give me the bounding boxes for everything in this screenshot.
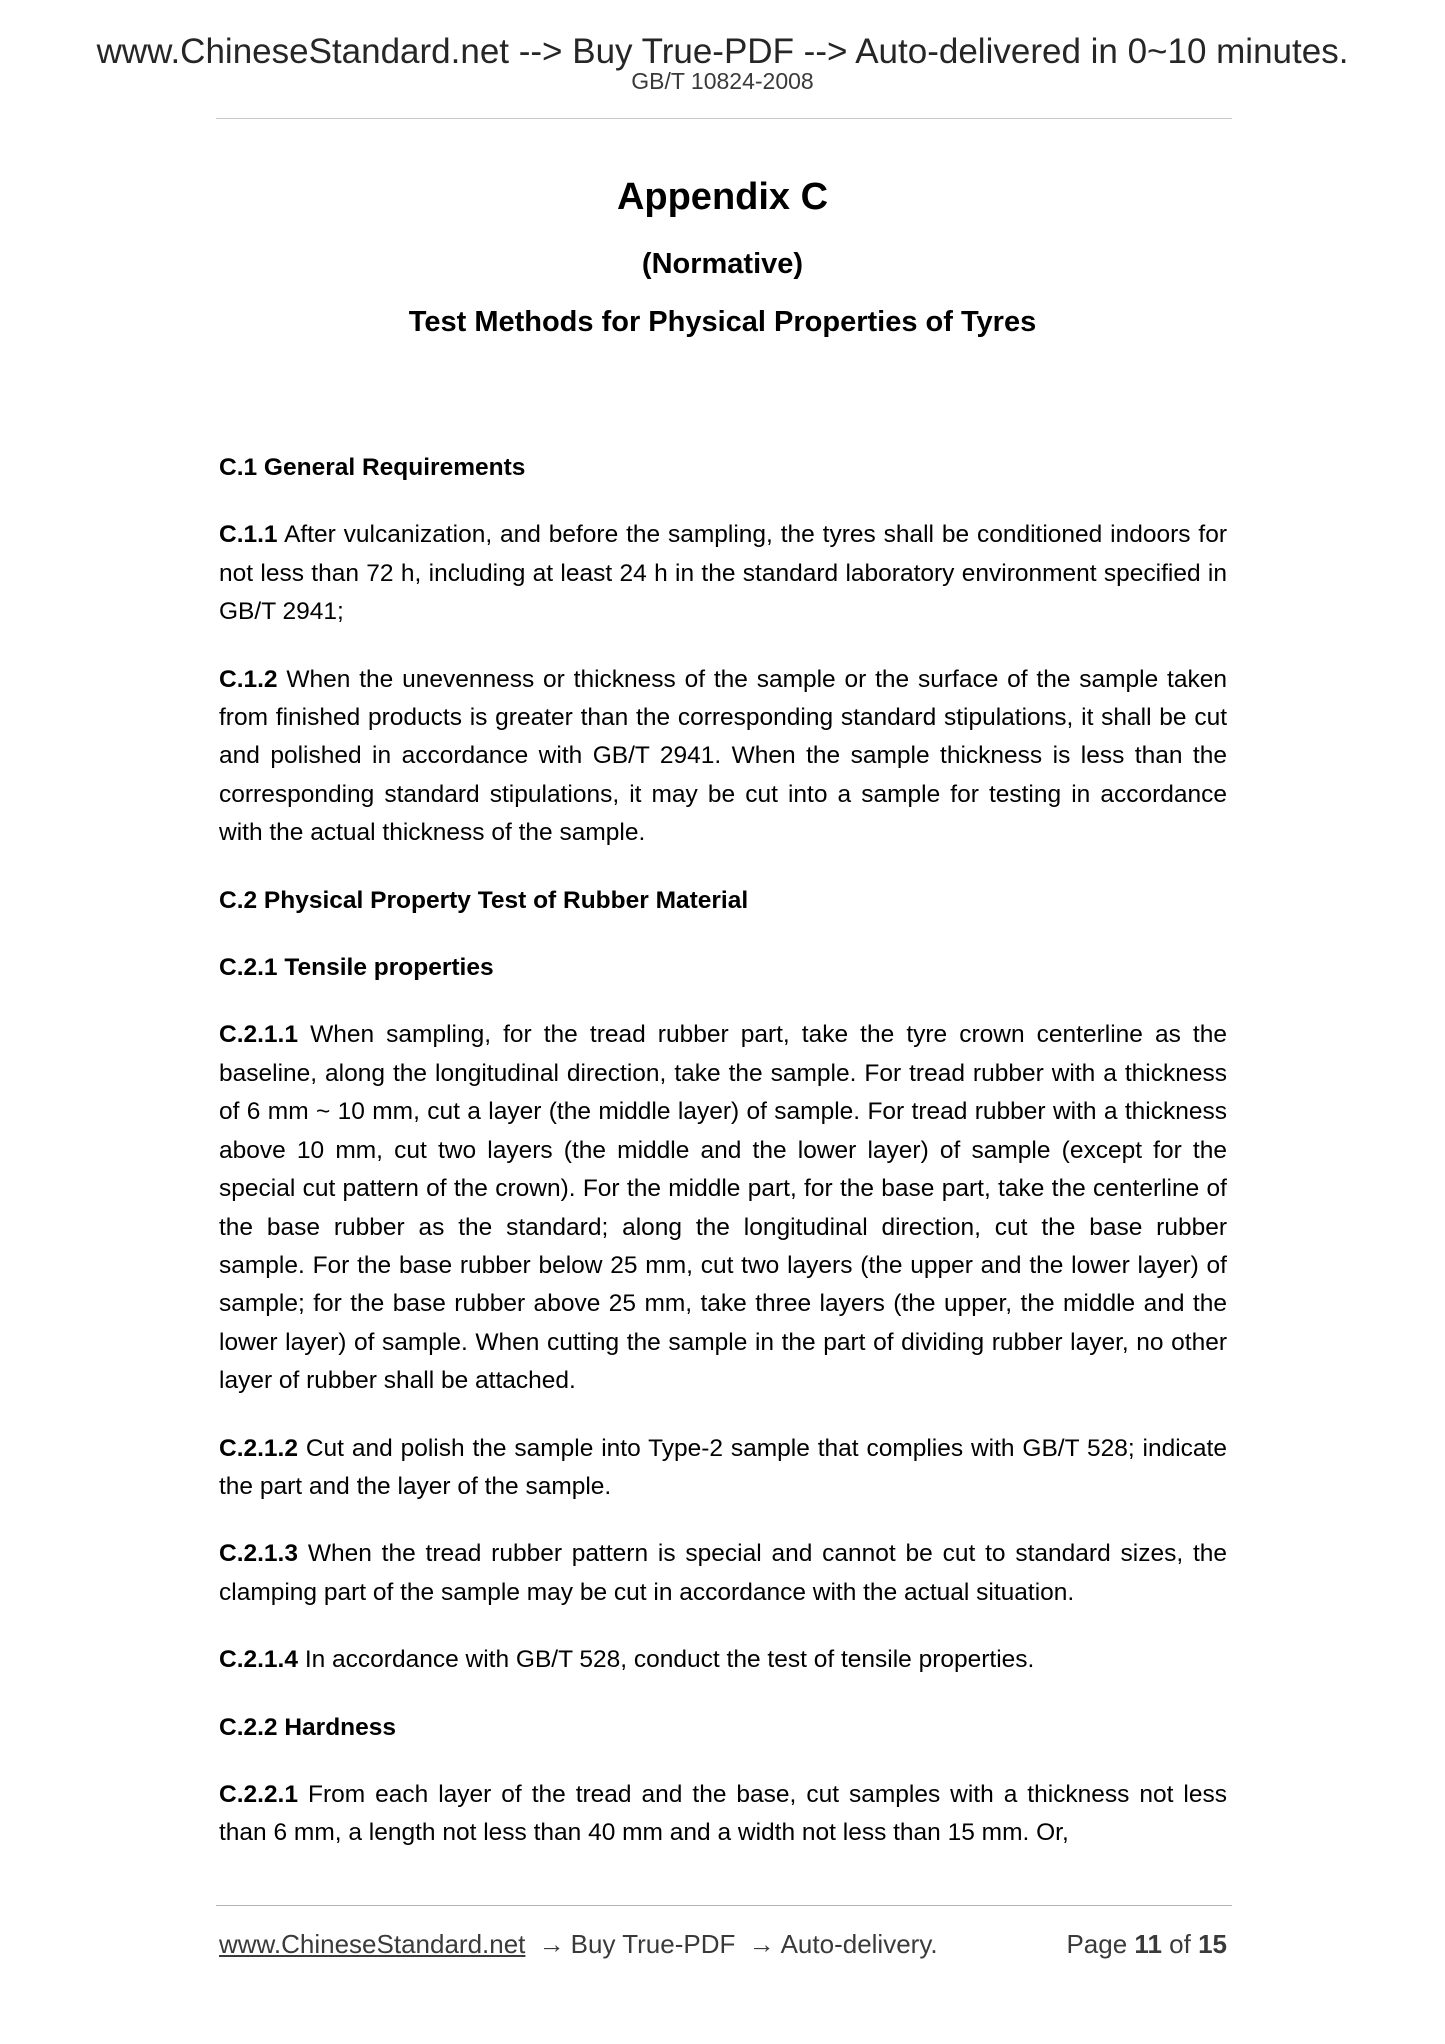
clause-number: C.2.1.3: [219, 1540, 298, 1568]
clause-c-2-1-2: [219, 1430, 1227, 1507]
appendix-title: Appendix C: [616, 176, 829, 218]
header-divider: [216, 118, 1232, 119]
footer-delivery-text: Auto-delivery.: [780, 1929, 938, 1959]
page-number: [1066, 1929, 1227, 1959]
arrow-right-icon: →: [538, 1929, 565, 1959]
clause-c-1-1: [219, 516, 1227, 631]
footer-divider: [216, 1905, 1232, 1906]
clause-number: C.1.2: [219, 665, 278, 693]
section-heading-c2-1: C.2.1 Tensile properties: [219, 954, 494, 982]
section-heading-c1: C.1 General Requirements: [219, 454, 526, 481]
footer-site-link[interactable]: www.ChineseStandard.net: [219, 1929, 526, 1959]
clause-number: C.1.1: [219, 521, 278, 549]
appendix-type: (Normative): [641, 248, 804, 280]
arrow-right-icon: →: [748, 1929, 775, 1959]
page-current: 11: [1134, 1929, 1162, 1959]
clause-number: C.2.1.2: [219, 1434, 298, 1462]
top-banner: www.ChineseStandard.net --> Buy True-PDF --> Auto-delivered in 0~10 minutes.: [96, 32, 1349, 71]
clause-c-2-1-1: [219, 1016, 1227, 1400]
clause-text: When sampling, for the tread rubber part, take the tyre crown centerline as the baseline, along the longitudinal direction, take the sample. For tread rubber with a thickness of 6 mm ~ 10 mm, cut a layer (the middle layer) of sample. For tread rubber with a thickness above 10 mm, cut two layers (the middle and the lower layer) of sample (except for the special cut pattern of the crown). For the middle part, for the base part, take the centerline of the base rubber as the standard; along the longitudinal direction, cut the base rubber sample. For the base rubber below 25 mm, cut two layers (the upper and the lower layer) of sample; for the base rubber above 25 mm, take three layers (the upper, the middle and the lower layer) of sample. When cutting the sample in the part of dividing rubber layer, no other layer of rubber shall be attached.: [219, 1021, 1227, 1395]
clause-c-2-2-1: [219, 1776, 1227, 1853]
page-total: 15: [1198, 1929, 1227, 1959]
of-label: of: [1169, 1929, 1191, 1959]
clause-text: After vulcanization, and before the sampling, the tyres shall be conditioned indoors for not less than 72 h, including at least 24 h in the standard laboratory environment specified in GB/T 2941;: [219, 521, 1227, 626]
appendix-heading: Test Methods for Physical Properties of Tyres: [408, 306, 1037, 338]
clause-text: Cut and polish the sample into Type-2 sample that complies with GB/T 528; indicate the part and the layer of the sample.: [219, 1434, 1227, 1500]
section-heading-c2-2: C.2.2 Hardness: [219, 1713, 397, 1741]
clause-text: In accordance with GB/T 528, conduct the test of tensile properties.: [304, 1646, 1035, 1674]
clause-text: From each layer of the tread and the base, cut samples with a thickness not less than 6 mm, a length not less than 40 mm and a width not less than 15 mm. Or,: [219, 1780, 1228, 1847]
clause-c-2-1-4: [219, 1641, 1227, 1679]
page-label: Page: [1066, 1929, 1128, 1959]
clause-text: When the tread rubber pattern is special and cannot be cut to standard sizes, the clamping part of the sample may be cut in accordance with the actual situation.: [219, 1540, 1227, 1606]
clause-c-2-1-3: [219, 1535, 1227, 1612]
standard-code: GB/T 10824-2008: [631, 68, 814, 94]
clause-c-1-2: [219, 661, 1227, 853]
section-heading-c2: C.2 Physical Property Test of Rubber Material: [219, 886, 749, 914]
footer-buy-text: Buy True-PDF: [570, 1929, 736, 1959]
clause-text: When the unevenness or thickness of the sample or the surface of the sample taken from finished products is greater than the corresponding standard stipulations, it shall be cut and polished in accordance with GB/T 2941. When the sample thickness is less than the corresponding standard stipulations, it may be cut into a sample for testing in accordance with the actual thickness of the sample.: [219, 665, 1227, 847]
clause-number: C.2.1.1: [219, 1021, 298, 1049]
page-footer: [219, 1929, 1227, 1959]
clause-number: C.2.1.4: [219, 1646, 298, 1674]
clause-number: C.2.2.1: [219, 1780, 298, 1808]
document-body: [219, 449, 1227, 1882]
